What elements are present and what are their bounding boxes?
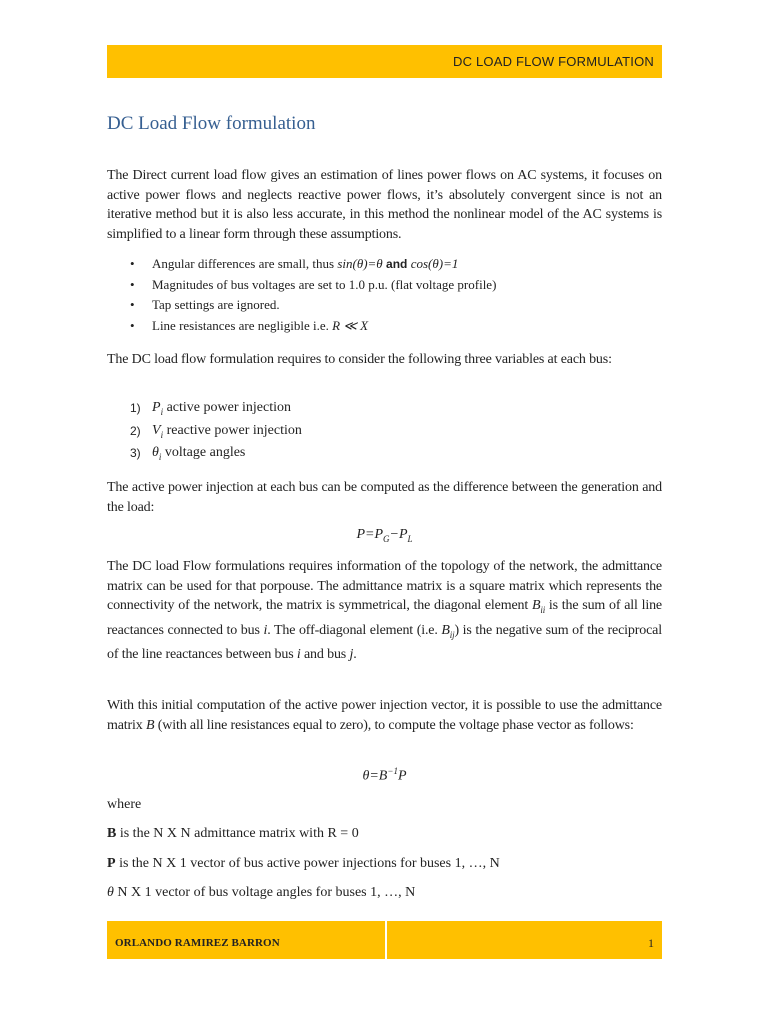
where-label: where [107, 797, 142, 812]
list-item: • Line resistances are negligible i.e. R ≪ X [107, 316, 662, 337]
list-item: 1) $P_i$ active power injection [130, 400, 291, 417]
bullet-icon: • [130, 317, 135, 333]
equation-power: $P=P_G-P_L$ [356, 527, 413, 544]
phase-paragraph: With this initial computation of the active power injection vector, it is possible to use the admittance matrix B (with all line resistances equal to zero), to compute the voltage phase vector as follows: [107, 698, 662, 733]
list-item: • Tap settings are ignored. [107, 295, 662, 316]
intro-paragraph: The Direct current load flow gives an estimation of lines power flows on AC systems, it focuses on active power flows and neglects reactive power flows, it’s absolutely convergent since is not an iterative method but it is also less accurate, in this method the nonlinear model of the AC systems is simplified to a linear form through these assumptions. [107, 168, 662, 242]
header-bar [107, 45, 662, 78]
list-item: 2) $V_i$ reactive power injection [130, 422, 302, 440]
list-item: 3) $\theta_i$ voltage angles [130, 445, 246, 462]
list-item: • Angular differences are small, thus sin(θ)=θ and cos(θ)=1 [107, 254, 662, 275]
definition-theta: θ N X 1 vector of bus voltage angles for buses 1, …, N [107, 885, 416, 900]
definition-p: P is the N X 1 vector of bus active power injections for buses 1, …, N [107, 856, 500, 871]
bullet-icon: • [130, 297, 135, 312]
list-item: • Magnitudes of bus voltages are set to 1.0 p.u. (flat voltage profile) [107, 275, 662, 296]
header-title: DC LOAD FLOW FORMULATION [452, 54, 654, 69]
bullet-icon: • [130, 256, 135, 271]
variables-list [107, 397, 662, 465]
topology-paragraph: The DC load Flow formulations requires information of the topology of the network, the admittance matrix can be used for that porpouse. The admittance matrix is a square matrix which represents the connectivity of the network, the matrix is symmetrical, the diagonal element $B_{ii}$ is the sum of all line reactances connected to bus i. The off-diagonal element (i.e. $B_{ij}$) is the negative sum of the reciprocal of the line reactances between bus i and bus j. [107, 559, 662, 662]
footer-page-cell [387, 921, 662, 959]
footer-author: ORLANDO RAMIREZ BARRON [115, 937, 280, 949]
bullet-icon: • [130, 276, 135, 292]
page-number: 1 [648, 936, 654, 950]
definition-b: B is the N X N admittance matrix with R = 0 [107, 826, 359, 841]
equation-phase: $\theta=B^{-1}P$ [362, 766, 407, 784]
injection-paragraph: The active power injection at each bus can be computed as the difference between the generation and the load: [107, 480, 662, 515]
assumptions-list [107, 254, 662, 336]
footer-author-cell [107, 921, 385, 959]
variables-intro: The DC load flow formulation requires to consider the following three variables at each bus: [107, 352, 612, 367]
page-title: DC Load Flow formulation [107, 113, 316, 134]
